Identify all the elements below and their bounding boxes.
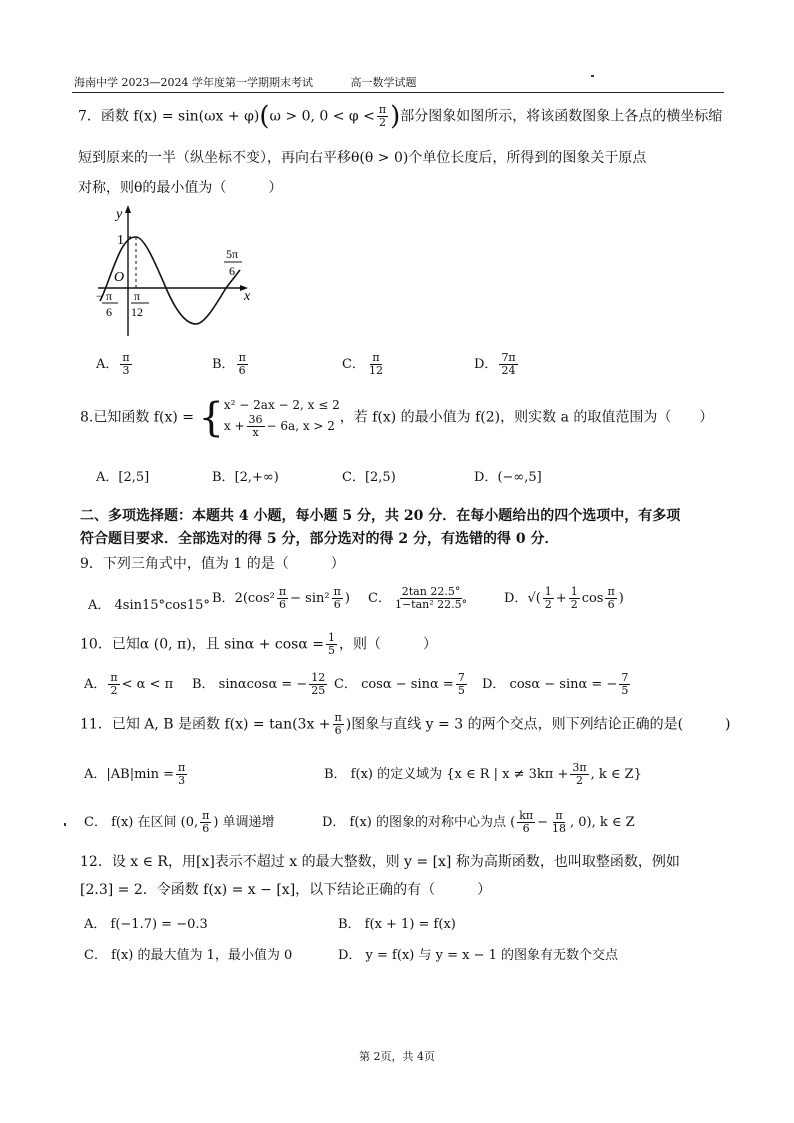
d-fraction: $\frac{7}{5}$ bbox=[621, 671, 629, 697]
y-axis-arrow bbox=[125, 205, 131, 213]
option-fraction: $\frac{\pi}{3}$ bbox=[122, 351, 130, 377]
q9-stem: 9．下列三角式中，值为 1 的是（ ） bbox=[80, 556, 345, 572]
b-fraction: $\frac{12}{25}$ bbox=[311, 671, 326, 697]
left-tick-num: π bbox=[106, 289, 113, 303]
option-fraction: $\frac{\pi}{12}$ bbox=[368, 351, 383, 377]
b-fraction-2: $\frac{\pi}{6}$ bbox=[333, 585, 341, 611]
q8-text-a: 已知函数 f(x) = bbox=[93, 409, 194, 426]
q7-line3: 对称，则θ的最小值为（ ） bbox=[78, 180, 283, 196]
q10-stem: 10．已知α (0, π)，且 sinα + cosα = $\frac{1}{5}$ ，则（ ） bbox=[80, 631, 437, 657]
left-tick-den: 6 bbox=[106, 305, 112, 319]
q12-option-a: A． f(−1.7) = −0.3 bbox=[84, 917, 208, 932]
c-fraction: $\frac{7}{5}$ bbox=[457, 671, 465, 697]
q7-option-a bbox=[96, 352, 134, 377]
brace: { bbox=[198, 394, 224, 441]
piecewise-lines bbox=[224, 396, 340, 439]
page-number-footer: 第 2页，共 4页 bbox=[359, 1050, 435, 1063]
q10-option-b: B． sinαcosα = − $\frac{12}{25}$ bbox=[192, 671, 326, 697]
q11-option-a: A．|AB|min = $\frac{\pi}{3}$ bbox=[84, 761, 186, 787]
case2-fraction: $\frac{36}{x}$ bbox=[248, 413, 263, 439]
option-letter: C． bbox=[342, 357, 365, 372]
origin-label: O bbox=[114, 270, 125, 285]
q7-option-d bbox=[474, 352, 520, 377]
option-fraction: $\frac{\pi}{6}$ bbox=[238, 351, 246, 377]
q8-case-1: x² − 2ax − 2, x ≤ 2 bbox=[223, 398, 340, 412]
b-fraction: $\frac{3\pi}{2}$ bbox=[572, 761, 587, 787]
q8-case-2: x + $\frac{36}{x}$ − 6a, x > 2 bbox=[223, 413, 335, 439]
b-fraction-1: $\frac{\pi}{6}$ bbox=[278, 585, 287, 611]
section2-line2: 符合题目要求．全部选对的得 5 分，部分选对的得 2 分，有选错的得 0 分． bbox=[80, 531, 559, 547]
q8-option-d: D．(−∞,5] bbox=[474, 470, 542, 485]
q7-text-a: 部分图象如图所示，将该函数图象上各点的横坐标缩 bbox=[400, 108, 723, 125]
left-tick-sign: − bbox=[96, 289, 103, 303]
q8-option-c: C．[2,5) bbox=[342, 470, 396, 485]
q8-text-b: ，若 f(x) 的最小值为 f(2)，则实数 a 的取值范围为（ ） bbox=[339, 409, 714, 426]
option-letter: B． bbox=[212, 357, 235, 372]
paren-open: ( bbox=[259, 101, 270, 132]
mid-tick-den: 12 bbox=[131, 305, 143, 319]
c-fraction: $\frac{2\tan 22.5^\circ}{\text{1−tan² 22.5°}}$ bbox=[394, 585, 468, 611]
q11-stem: 11．已知 A, B 是函数 f(x) = tan(3x + $\frac{\pi}{6}$ )图象与直线 y = 3 的两个交点，则下列结论正确的是( ) bbox=[80, 711, 731, 737]
d-fraction-2: $\frac{1}{2}$ bbox=[570, 585, 578, 611]
q7-option-c bbox=[342, 352, 387, 377]
q12-option-c: C． f(x) 的最大值为 1，最小值为 0 bbox=[84, 948, 293, 963]
header-divider bbox=[72, 92, 724, 93]
q7-sine-graph bbox=[92, 200, 272, 340]
peak-value-label: 1 bbox=[117, 233, 124, 248]
y-axis-label: y bbox=[116, 207, 123, 222]
d-fraction-2: $\frac{\pi}{18}$ bbox=[552, 809, 566, 835]
paren-close: ) bbox=[390, 101, 401, 132]
right-tick-den: 6 bbox=[229, 264, 235, 278]
header-subject: 高一数学试题 bbox=[350, 76, 417, 89]
d-fraction-1: $\frac{k\pi}{6}$ bbox=[519, 809, 534, 835]
q7-condition: ω > 0, 0 < φ < bbox=[269, 108, 375, 125]
q8-option-b: B．[2,+∞) bbox=[212, 470, 279, 485]
q9-option-d: D．√( $\frac{1}{2}$ + $\frac{1}{2}$ cos $\frac{\pi}{6}$ ) bbox=[504, 585, 624, 611]
q9-option-b: B．2(cos² $\frac{\pi}{6}$ − sin² $\frac{\pi}{6}$ ) bbox=[212, 585, 350, 611]
q12-option-d: D． y = f(x) 与 y = x − 1 的图象有无数个交点 bbox=[338, 948, 619, 963]
q11-fraction: $\frac{\pi}{6}$ bbox=[334, 711, 342, 737]
q7-line1 bbox=[78, 101, 723, 132]
q10-option-d: D． cosα − sinα = − $\frac{7}{5}$ bbox=[482, 671, 629, 697]
section2-line1: 二、多项选择题：本题共 4 小题，每小题 5 分，共 20 分．在每小题给出的四个选项中，有多项 bbox=[80, 508, 681, 524]
q9-option-a: A． 4sin15°cos15° bbox=[88, 598, 210, 613]
q8-option-a: A．[2,5] bbox=[96, 470, 150, 485]
q12-option-b: B． f(x + 1) = f(x) bbox=[338, 917, 456, 932]
x-axis-label: x bbox=[244, 289, 251, 304]
right-tick-num: 5π bbox=[226, 247, 239, 261]
q11-option-d: D． f(x) 的图象的对称中心为点 ( $\frac{k\pi}{6}$ − $\frac{\pi}{18}$ , 0), k ∈ Z bbox=[322, 809, 635, 835]
q8-stem bbox=[80, 396, 713, 439]
scan-speck bbox=[64, 823, 66, 826]
q7-line2: 短到原来的一半（纵坐标不变），再向右平移θ(θ > 0)个单位长度后，所得到的图象关于原点 bbox=[78, 150, 647, 166]
q12-line1: 12．设 x ∈ R，用[x]表示不超过 x 的最大整数，则 y = [x] 称为高斯函数，也叫取整函数，例如 bbox=[80, 854, 680, 870]
scan-speck bbox=[591, 75, 594, 77]
q7-number: 7． bbox=[78, 108, 101, 125]
q11-option-b: B． f(x) 的定义域为 {x ∈ R | x ≠ 3kπ + $\frac{3\pi}{2}$ , k ∈ Z} bbox=[324, 761, 642, 787]
page-header bbox=[74, 74, 416, 90]
a-fraction: $\frac{\pi}{3}$ bbox=[177, 761, 186, 787]
q11-option-c: C． f(x) 在区间 (0, $\frac{\pi}{6}$ ) 单调递增 bbox=[84, 809, 275, 835]
option-letter: A． bbox=[96, 357, 119, 372]
q7-option-b bbox=[212, 352, 250, 377]
q9-option-c: C． $\frac{2\tan 22.5^\circ}{\text{1−tan² 22.5°}}$ bbox=[368, 585, 468, 611]
header-school-exam: 海南中学 2023—2024 学年度第一学期期末考试 bbox=[74, 76, 313, 89]
q7-function: 函数 f(x) = sin(ωx + φ) bbox=[100, 108, 260, 125]
d-fraction-3: $\frac{\pi}{6}$ bbox=[607, 585, 615, 611]
c-fraction: $\frac{\pi}{6}$ bbox=[202, 809, 210, 835]
q10-option-a: A． $\frac{\pi}{2}$ < α < π bbox=[84, 671, 174, 697]
q10-option-c: C． cosα − sinα = $\frac{7}{5}$ bbox=[334, 671, 465, 697]
a-fraction: $\frac{\pi}{2}$ bbox=[110, 671, 118, 697]
option-fraction: $\frac{7\pi}{24}$ bbox=[501, 351, 516, 377]
q7-cond-fraction: $\frac{\pi}{2}$ bbox=[378, 103, 387, 129]
q8-number: 8. bbox=[80, 409, 94, 426]
q10-fraction: $\frac{1}{5}$ bbox=[327, 631, 335, 657]
d-fraction-1: $\frac{1}{2}$ bbox=[544, 585, 552, 611]
option-letter: D． bbox=[474, 357, 498, 372]
q12-line2: [2.3] = 2．令函数 f(x) = x − [x]，以下结论正确的有（ ） bbox=[80, 882, 492, 898]
mid-tick-num: π bbox=[134, 289, 141, 303]
q8-piecewise bbox=[198, 396, 339, 439]
